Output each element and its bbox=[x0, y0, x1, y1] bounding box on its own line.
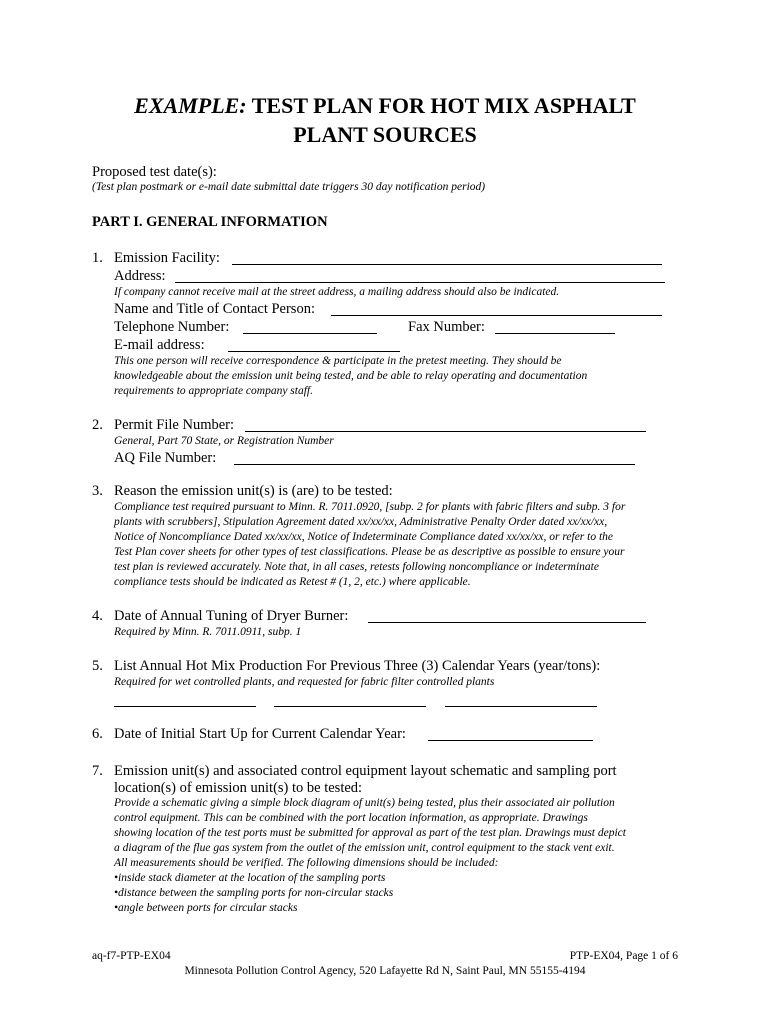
schematic-note-line: control equipment. This can be combined with the port location information, as appropriate. Drawings bbox=[114, 812, 588, 824]
reason-label: Reason the emission unit(s) is (are) to be tested: bbox=[114, 483, 393, 499]
bullet-icon: • bbox=[114, 902, 119, 914]
permit-note: General, Part 70 State, or Registration Number bbox=[114, 435, 334, 447]
item3-number: 3. bbox=[92, 483, 103, 499]
contact-field[interactable] bbox=[331, 315, 662, 316]
item4-number: 4. bbox=[92, 608, 103, 624]
part1-heading: PART I. GENERAL INFORMATION bbox=[92, 214, 328, 230]
production-year1-field[interactable] bbox=[114, 706, 256, 707]
tuning-note: Required by Minn. R. 7011.0911, subp. 1 bbox=[114, 626, 302, 638]
address-label: Address: bbox=[114, 268, 166, 284]
production-note: Required for wet controlled plants, and requested for fabric filter controlled plants bbox=[114, 676, 495, 688]
reason-note-line: Notice of Noncompliance Dated xx/xx/xx, Notice of Indeterminate Compliance dated xx/xx/xx, or refer to the bbox=[114, 531, 614, 543]
contact-label: Name and Title of Contact Person: bbox=[114, 301, 315, 317]
page-title-line2: PLANT SOURCES bbox=[293, 122, 477, 147]
item7-number: 7. bbox=[92, 763, 103, 779]
schematic-note-line: a diagram of the flue gas system from the outlet of the emission unit, control equipment to the stack vent exit. bbox=[114, 842, 615, 854]
tuning-field[interactable] bbox=[368, 622, 646, 623]
bullet-icon: • bbox=[114, 887, 119, 899]
production-label: List Annual Hot Mix Production For Previous Three (3) Calendar Years (year/tons): bbox=[114, 658, 601, 674]
item1-number: 1. bbox=[92, 250, 103, 266]
telephone-field[interactable] bbox=[243, 333, 377, 334]
fax-field[interactable] bbox=[495, 333, 615, 334]
permit-field[interactable] bbox=[245, 431, 646, 432]
contact-note-line: knowledgeable about the emission unit being tested, and be able to relay operating and documentation bbox=[114, 370, 588, 382]
footer-form-id: aq-f7-PTP-EX04 bbox=[92, 950, 171, 962]
page-title-line1 bbox=[0, 93, 770, 119]
startup-field[interactable] bbox=[428, 740, 593, 741]
reason-note-line: plants with scrubbers], Stipulation Agreement dated xx/xx/xx, Administrative Penalty Order dated xx/xx/xx, bbox=[114, 516, 608, 528]
dimension-bullet: •angle between ports for circular stacks bbox=[114, 902, 298, 914]
aq-field[interactable] bbox=[234, 464, 635, 465]
fax-label: Fax Number: bbox=[408, 319, 485, 335]
item2-number: 2. bbox=[92, 417, 103, 433]
reason-note-line: compliance tests should be indicated as Retest # (1, 2, etc.) where applicable. bbox=[114, 576, 471, 588]
facility-field[interactable] bbox=[232, 264, 662, 265]
dimension-bullet: •distance between the sampling ports for non-circular stacks bbox=[114, 887, 394, 899]
item6-number: 6. bbox=[92, 726, 103, 742]
permit-label: Permit File Number: bbox=[114, 417, 235, 433]
schematic-note-line: showing location of the test ports must be submitted for approval as part of the test plan. Drawings must depict bbox=[114, 827, 626, 839]
production-year2-field[interactable] bbox=[274, 706, 426, 707]
reason-note-line: Compliance test required pursuant to Minn. R. 7011.0920, [subp. 2 for plants with fabric filters and subp. 3 for bbox=[114, 501, 626, 513]
facility-label: Emission Facility: bbox=[114, 250, 220, 266]
schematic-label-line: location(s) of emission unit(s) to be tested: bbox=[114, 780, 363, 796]
production-year3-field[interactable] bbox=[445, 706, 597, 707]
schematic-note-line: All measurements should be verified. The following dimensions should be included: bbox=[114, 857, 499, 869]
aq-label: AQ File Number: bbox=[114, 450, 217, 466]
contact-note-line: requirements to appropriate company staff. bbox=[114, 385, 313, 397]
startup-label: Date of Initial Start Up for Current Calendar Year: bbox=[114, 726, 406, 742]
email-label: E-mail address: bbox=[114, 337, 205, 353]
address-note: If company cannot receive mail at the street address, a mailing address should also be indicated. bbox=[114, 286, 560, 298]
tuning-label: Date of Annual Tuning of Dryer Burner: bbox=[114, 608, 349, 624]
title-line1-rest: TEST PLAN FOR HOT MIX ASPHALT bbox=[251, 93, 636, 118]
email-field[interactable] bbox=[228, 351, 400, 352]
schematic-note-line: Provide a schematic giving a simple block diagram of unit(s) being tested, plus their associated air pollution bbox=[114, 797, 615, 809]
telephone-label: Telephone Number: bbox=[114, 319, 230, 335]
contact-note-line: This one person will receive correspondence & participate in the pretest meeting. They should be bbox=[114, 355, 562, 367]
reason-note-line: test plan is reviewed accurately. Note that, in all cases, retests following noncompliance or indeterminate bbox=[114, 561, 599, 573]
footer-page-number: PTP-EX04, Page 1 of 6 bbox=[569, 950, 678, 962]
proposed-label: Proposed test date(s): bbox=[92, 164, 217, 180]
bullet-icon: • bbox=[114, 872, 119, 884]
item5-number: 5. bbox=[92, 658, 103, 674]
footer-agency-address: Minnesota Pollution Control Agency, 520 Lafayette Rd N, Saint Paul, MN 55155-4194 bbox=[184, 965, 586, 977]
proposed-note: (Test plan postmark or e-mail date submittal date triggers 30 day notification period) bbox=[92, 181, 486, 193]
address-field[interactable] bbox=[175, 282, 665, 283]
schematic-label-line: Emission unit(s) and associated control equipment layout schematic and sampling port bbox=[114, 763, 617, 779]
title-prefix: EXAMPLE: bbox=[134, 93, 247, 118]
dimension-bullet: •inside stack diameter at the location of the sampling ports bbox=[114, 872, 386, 884]
reason-note-line: Test Plan cover sheets for other types of test classifications. Please be as descriptive as possible to ensure your bbox=[114, 546, 625, 558]
